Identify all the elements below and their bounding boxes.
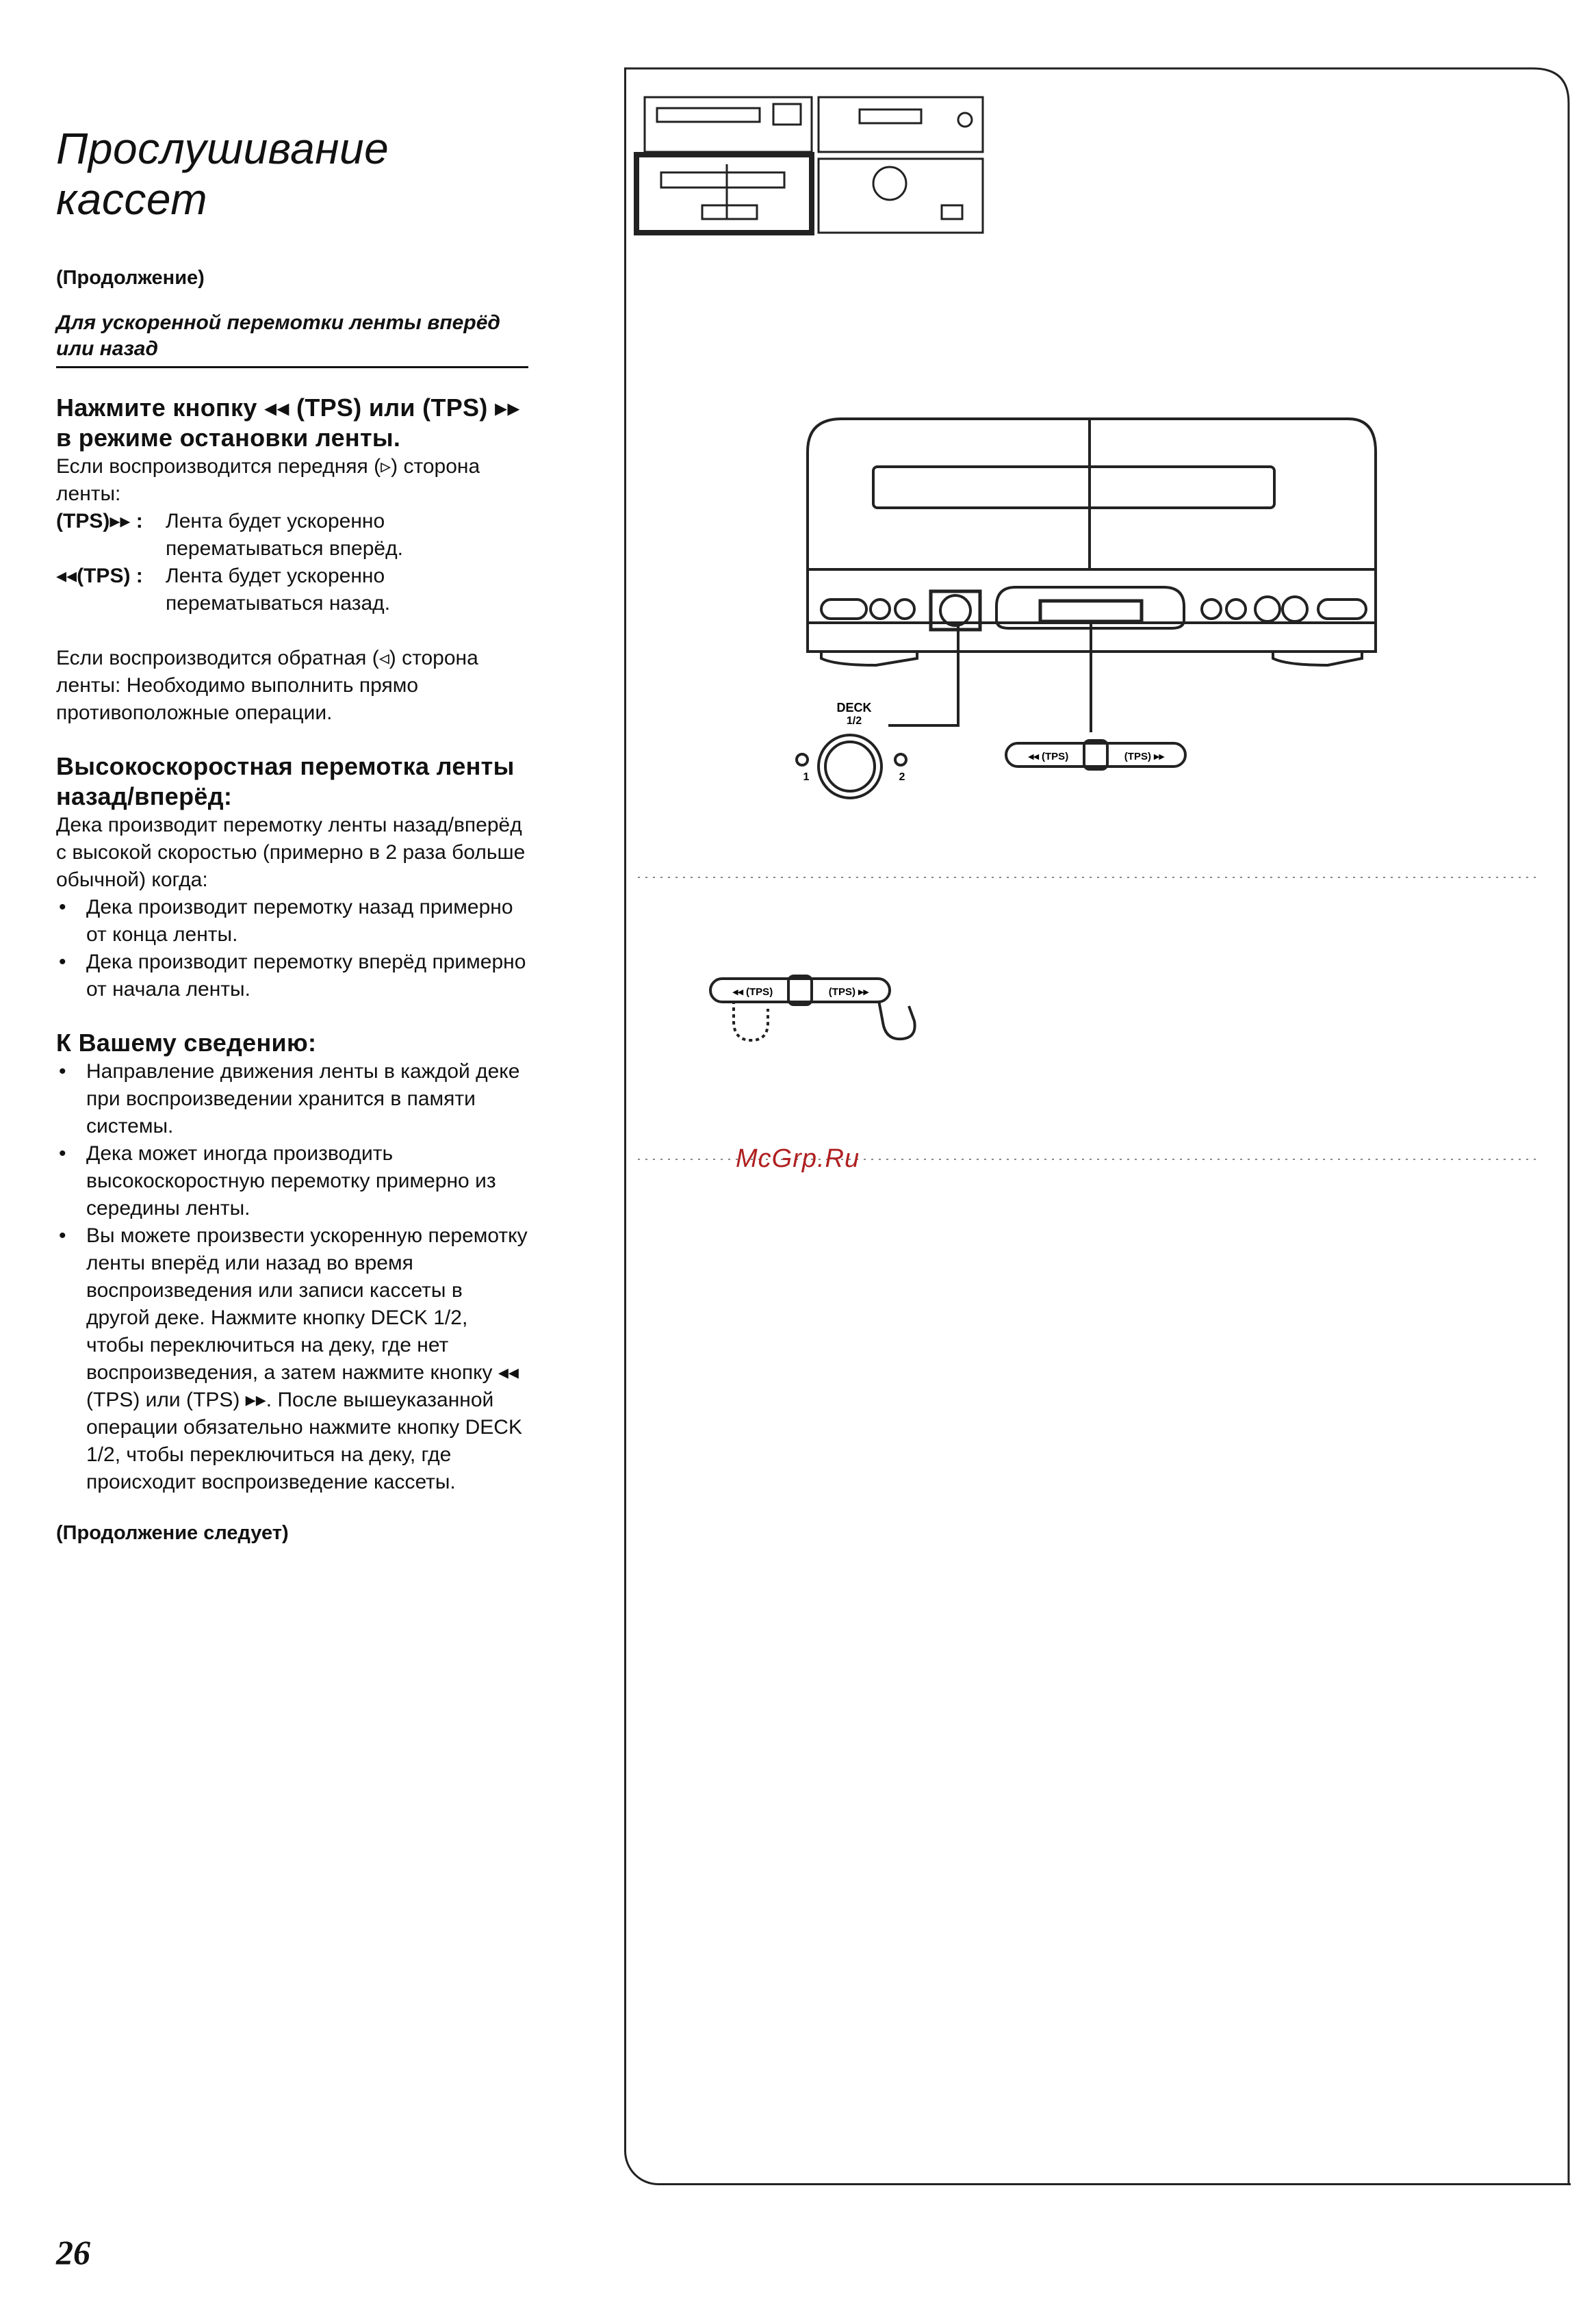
step-heading: Нажмите кнопку ◂◂ (TPS) или (TPS) ▸▸ в режиме остановки ленты.	[56, 394, 520, 452]
section-subhead: Для ускоренной перемотки ленты вперёд или назад	[56, 310, 528, 368]
deck-sub-label: 1/2	[846, 715, 862, 727]
item-desc: Лента будет ускоренно перематываться вперёд.	[166, 510, 403, 560]
reverse-side-text: Если воспроизводится обратная (◃) сторона ленты: Необходимо выполнить прямо противоположные операции.	[56, 647, 478, 724]
continued-label: (Продолжение)	[56, 267, 205, 289]
hs-heading: Высокоскоростная перемотка ленты назад/вперёд:	[56, 752, 515, 810]
tps-rew-label: ◂◂ (TPS)	[1028, 751, 1069, 762]
list-item: • Дека производит перемотку вперёд примерно от начала ленты.	[56, 949, 528, 1003]
callout-lines	[888, 621, 1091, 732]
to-be-continued: (Продолжение следует)	[56, 1522, 289, 1544]
frame-edge	[624, 68, 1569, 2183]
deck-label: DECK	[836, 701, 872, 714]
list-item: • Дека может иногда производить высокоскоростную перемотку примерно из середины ленты.	[56, 1140, 528, 1222]
watermark: McGrp.Ru	[736, 1144, 860, 1173]
info-heading: К Вашему сведению:	[56, 1029, 317, 1057]
deck-pos-1: 1	[803, 771, 810, 783]
tps-ff-label-2: (TPS) ▸▸	[828, 986, 869, 998]
list-item: • Направление движения ленты в каждой деке при воспроизведении хранится в памяти системы.	[56, 1058, 528, 1140]
tps-ff-label: (TPS) ▸▸	[1124, 751, 1165, 762]
item-term: ◂◂(TPS) :	[56, 565, 143, 587]
front-side-intro: Если воспроизводится передняя (▹) сторона ленты:	[56, 455, 480, 505]
system-thumbnail-icon	[636, 97, 983, 233]
item-desc: Лента будет ускоренно перематываться назад.	[166, 565, 391, 615]
list-item: • Вы можете произвести ускоренную перемотку ленты вперёд или назад во время воспроизведения или записи кассеты в другой деке. Нажмите кнопку DECK 1/2, чтобы переключиться на деку, где нет воспроизведения, а затем нажмите кнопку ◂◂ (TPS) или (TPS) ▸▸. После вышеуказанной операции обязательно нажмите кнопку DECK 1/2, чтобы переключиться на деку, где происходит воспроизведение кассеты.	[56, 1222, 528, 1496]
deck-knob-icon	[797, 735, 906, 798]
hs-text: Дека производит перемотку ленты назад/вперёд с высокой скоростью (примерно в 2 раза больше обычной) когда:	[56, 814, 526, 891]
deck-pos-2: 2	[899, 771, 905, 783]
tps-rew-label-2: ◂◂ (TPS)	[732, 986, 773, 998]
title-line-1: Прослушивание	[56, 124, 389, 173]
title-line-2: кассет	[56, 175, 207, 224]
item-term: (TPS)▸▸ :	[56, 510, 143, 532]
list-item: • Дека производит перемотку назад примерно от конца ленты.	[56, 894, 528, 949]
page-number: 26	[56, 2233, 90, 2271]
